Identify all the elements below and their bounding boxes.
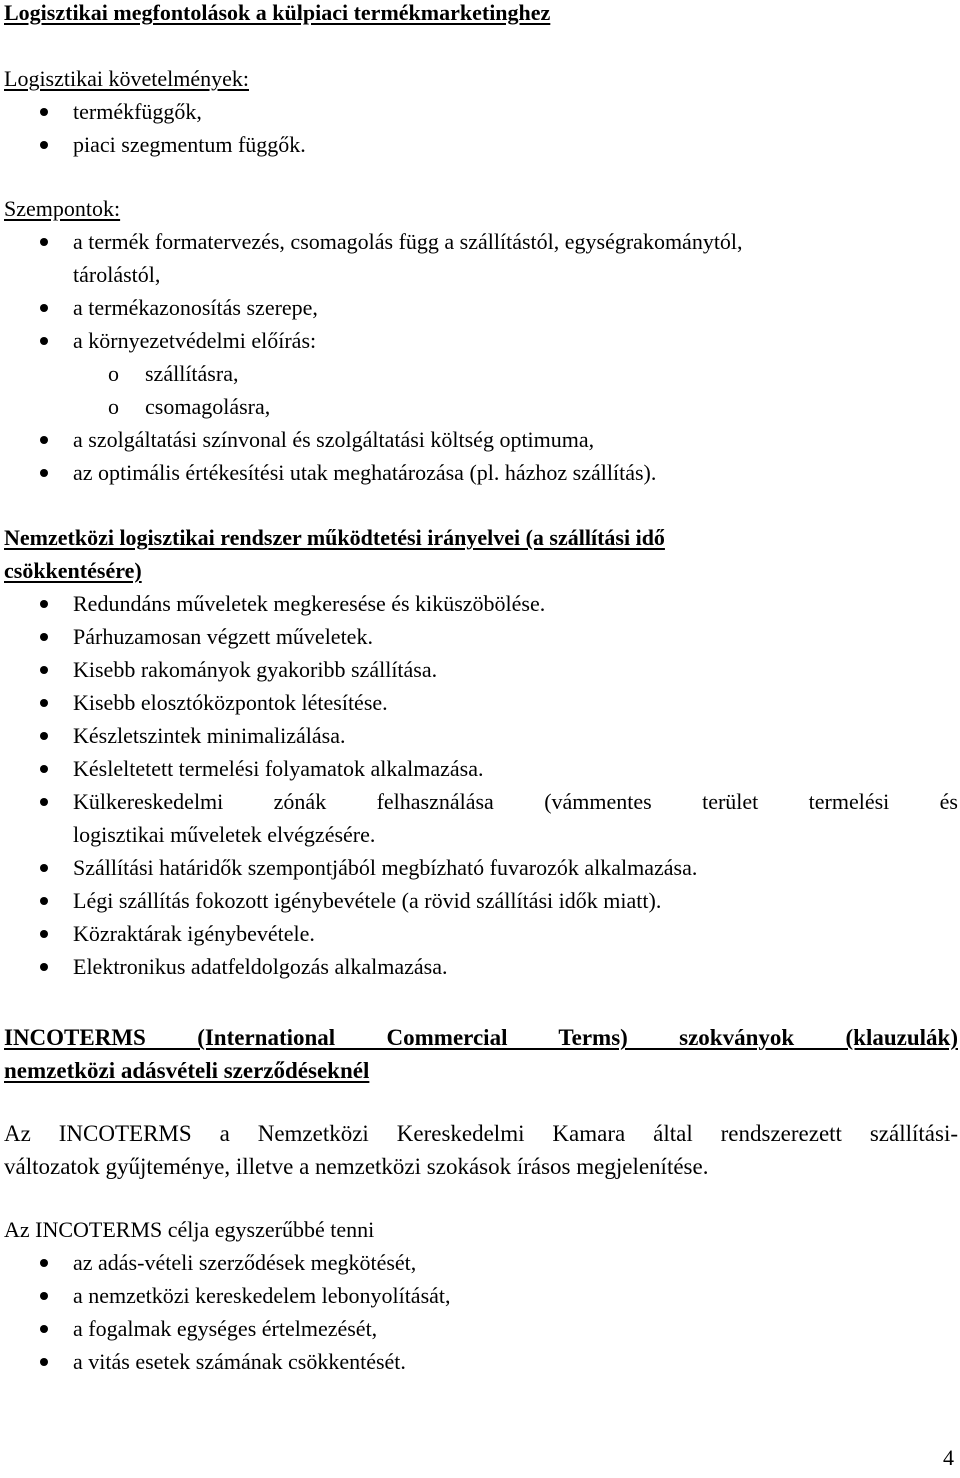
list-item: termékfüggők,: [4, 95, 958, 128]
list-item: Redundáns műveletek megkeresése és kiküszöbölése.: [4, 587, 958, 620]
list-item: a fogalmak egységes értelmezését,: [4, 1312, 958, 1345]
sub-bullet-marker: o: [108, 361, 119, 386]
list-item: Közraktárak igénybevétele.: [4, 917, 958, 950]
list-item: Készletszintek minimalizálása.: [4, 719, 958, 752]
incoterms-section: [4, 1021, 958, 1087]
document-title: [4, 0, 958, 29]
incoterms-aims: [4, 1213, 958, 1378]
list-item: a nemzetközi kereskedelem lebonyolítását,: [4, 1279, 958, 1312]
list-item: [4, 225, 958, 291]
list-item: a környezetvédelmi előírás:: [4, 324, 958, 357]
principles-section: [4, 521, 958, 983]
aspects-section: [4, 192, 958, 489]
list-item: [4, 785, 958, 851]
aspect-line: a termék formatervezés, csomagolás függ a szállítástól, egységrakománytól,: [73, 229, 743, 254]
list-item: Késleltetett termelési folyamatok alkalmazása.: [4, 752, 958, 785]
incoterms-heading-cont: nemzetközi adásvételi szerződéseknél: [4, 1058, 370, 1083]
sub-list-item: [4, 390, 958, 423]
list-item: az adás-vételi szerződések megkötését,: [4, 1246, 958, 1279]
requirements-heading: Logisztikai követelmények:: [4, 66, 249, 91]
list-item: piaci szegmentum függők.: [4, 128, 958, 161]
list-item: Párhuzamosan végzett műveletek.: [4, 620, 958, 653]
incoterms-heading: INCOTERMS (International Commercial Terms) szokványok (klauzulák): [4, 1025, 958, 1050]
sub-bullet-marker: o: [108, 394, 119, 419]
title-text: Logisztikai megfontolások a külpiaci termékmarketinghez: [4, 0, 551, 25]
requirements-list: [4, 95, 958, 161]
principles-heading-cont: csökkentésére): [4, 558, 142, 583]
aspects-heading: Szempontok:: [4, 196, 121, 221]
principles-heading: Nemzetközi logisztikai rendszer működtetési irányelvei (a szállítási idő: [4, 525, 665, 550]
paragraph-line: változatok gyűjteménye, illetve a nemzetközi szokások írásos megjelenítése.: [4, 1154, 709, 1179]
aspects-list: [4, 225, 958, 357]
list-item: Kisebb rakományok gyakoribb szállítása.: [4, 653, 958, 686]
trade-zones-line-cont: logisztikai műveletek elvégzésére.: [73, 822, 376, 847]
list-item: Légi szállítás fokozott igénybevétele (a rövid szállítási idők miatt).: [4, 884, 958, 917]
incoterms-paragraph: [4, 1117, 958, 1183]
paragraph-line: Az INCOTERMS a Nemzetközi Kereskedelmi Kamara által rendszerezett szállítási-: [4, 1121, 958, 1146]
aspects-sublist: [4, 357, 958, 423]
list-item: a vitás esetek számának csökkentését.: [4, 1345, 958, 1378]
aspects-list-continued: [4, 423, 958, 489]
aspect-line: tárolástól,: [73, 262, 161, 287]
sub-item-text: szállításra,: [145, 361, 239, 386]
list-item: Elektronikus adatfeldolgozás alkalmazása.: [4, 950, 958, 983]
list-item: az optimális értékesítési utak meghatározása (pl. házhoz szállítás).: [4, 456, 958, 489]
list-item: a termékazonosítás szerepe,: [4, 291, 958, 324]
aims-list: [4, 1246, 958, 1378]
list-item: a szolgáltatási színvonal és szolgáltatási költség optimuma,: [4, 423, 958, 456]
sub-list-item: [4, 357, 958, 390]
requirements-section: [4, 62, 958, 161]
list-item: Szállítási határidők szempontjából megbízható fuvarozók alkalmazása.: [4, 851, 958, 884]
principles-list: [4, 587, 958, 983]
list-item: Kisebb elosztóközpontok létesítése.: [4, 686, 958, 719]
aims-heading: Az INCOTERMS célja egyszerűbbé tenni: [4, 1217, 375, 1242]
sub-item-text: csomagolásra,: [145, 394, 271, 419]
trade-zones-line: Külkereskedelmi zónák felhasználása (vámmentes terület termelési és: [73, 789, 958, 814]
page-number: 4: [943, 1445, 954, 1470]
